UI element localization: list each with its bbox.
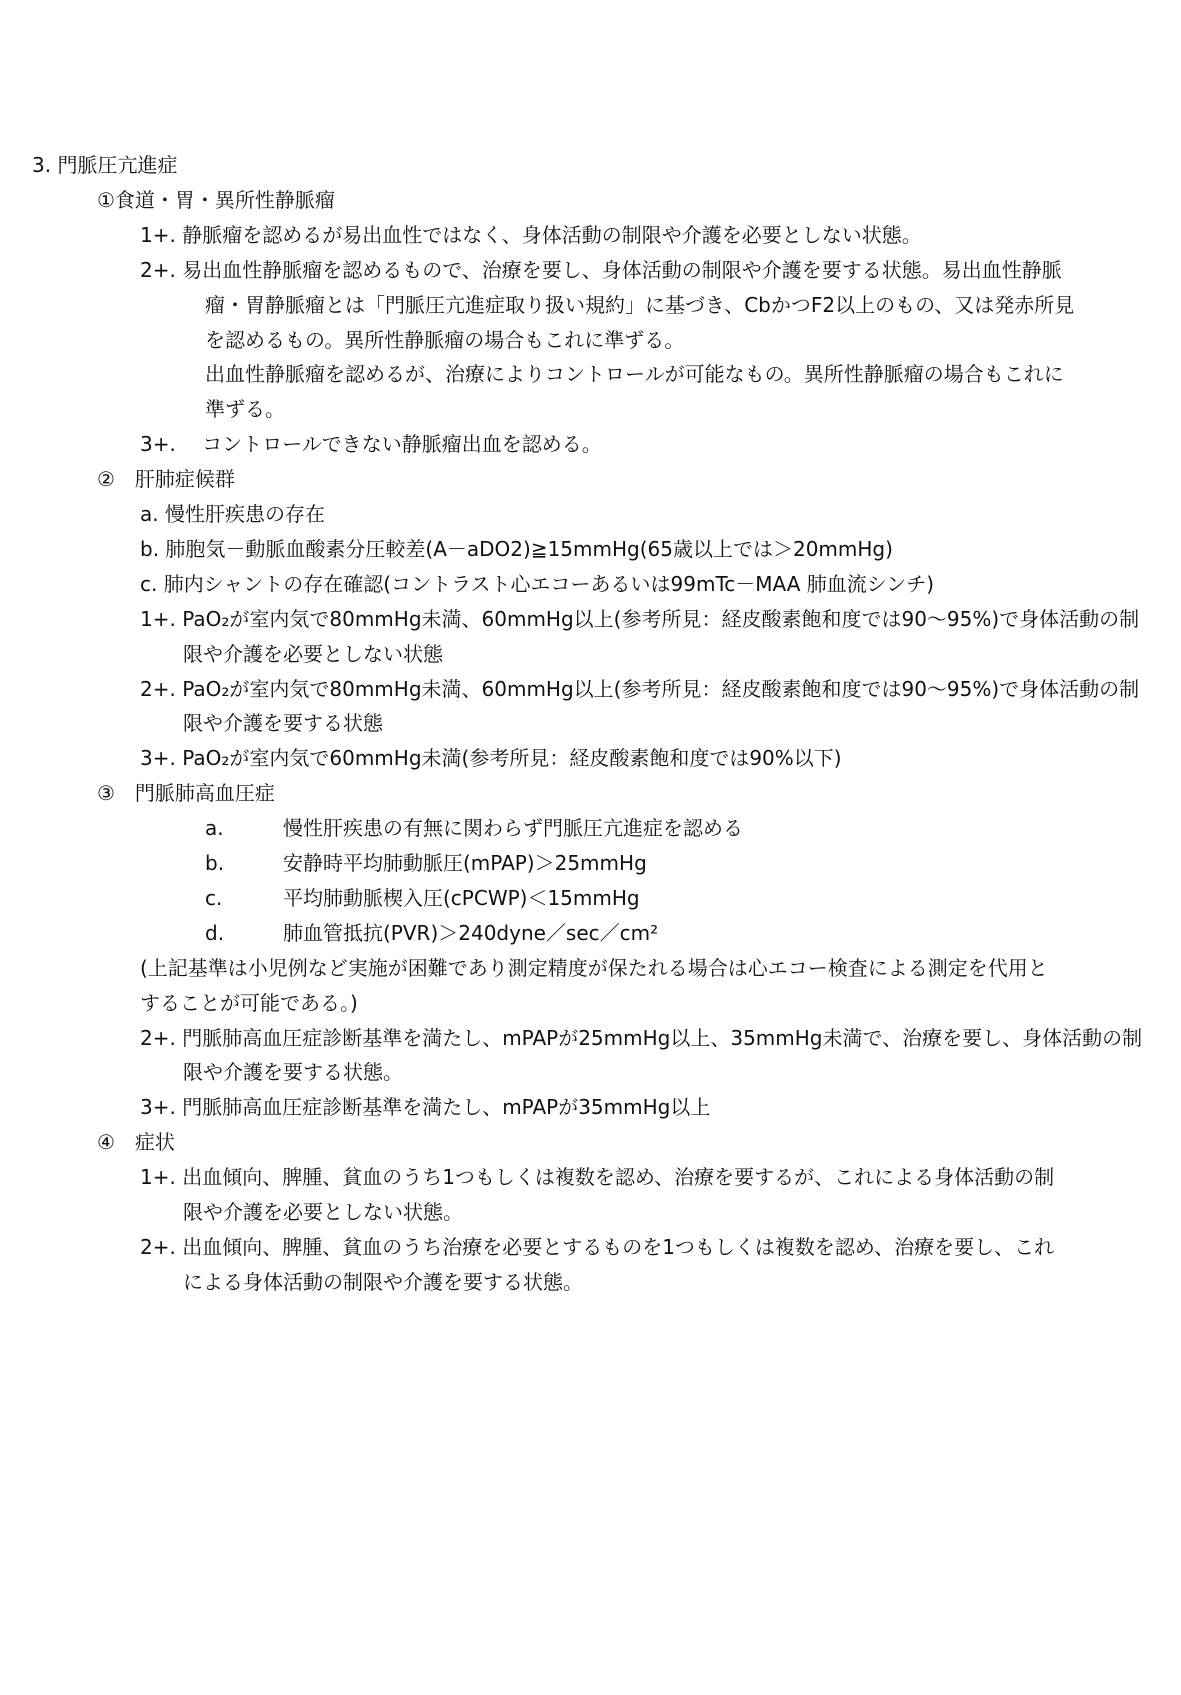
grade-continuation: 限や介護を要する状態。 <box>183 1060 403 1085</box>
criterion-line: a. 慢性肝疾患の存在 <box>140 502 325 526</box>
grade-line: 2+. 出血傾向、脾腫、貧血のうち治療を必要とするものを1つもしくは複数を認め、治療を要し、これ <box>140 1234 1055 1259</box>
grade-line: 2+. 門脈肺高血圧症診断基準を満たし、mPAPが25mmHg以上、35mmHg未満で、治療を要し、身体活動の制 <box>140 1025 1143 1050</box>
subsection-heading: ①食道・胃・異所性静脈瘤 <box>97 187 335 212</box>
criterion-line: c. 肺内シャントの存在確認(コントラスト心エコーあるいは99mTc－MAA 肺血流シンチ) <box>140 571 935 596</box>
criterion-text: 安静時平均肺動脈圧(mPAP)＞25mmHg <box>283 851 647 875</box>
criterion-text: 平均肺動脈楔入圧(cPCWP)＜15mmHg <box>283 885 640 910</box>
grade-line: 2+. PaO₂が室内気で80mmHg未満、60mmHg以上(参考所見：経皮酸素飽和度では90～95%)で身体活動の制 <box>140 676 1140 701</box>
criterion-line: b. 肺胞気－動脈血酸素分圧較差(A－aDO2)≧15mmHg(65歳以上では＞20mmHg) <box>140 536 893 561</box>
grade-continuation: 出血性静脈瘤を認めるが、治療によりコントロールが可能なもの。異所性静脈瘤の場合もこれに <box>205 362 1064 387</box>
criterion-label: a. <box>205 816 224 841</box>
grade-continuation: 瘤・胃静脈瘤とは「門脈圧亢進症取り扱い規約」に基づき、CbかつF2以上のもの、又は発赤所見 <box>205 292 1075 317</box>
grade-line: 1+. 出血傾向、脾腫、貧血のうち1つもしくは複数を認め、治療を要するが、これによる身体活動の制 <box>140 1165 1055 1190</box>
grade-line: 2+. 易出血性静脈瘤を認めるもので、治療を要し、身体活動の制限や介護を要する状態。易出血性静脈 <box>140 257 1062 282</box>
grade-continuation: 限や介護を要する状態 <box>183 711 383 736</box>
grade-line: 1+. PaO₂が室内気で80mmHg未満、60mmHg以上(参考所見：経皮酸素飽和度では90～95%)で身体活動の制 <box>140 606 1140 631</box>
criterion-text: 肺血管抵抗(PVR)＞240dyne／sec／cm² <box>283 920 659 945</box>
subsection-heading: ④ 症状 <box>97 1130 175 1155</box>
grade-continuation: 限や介護を必要としない状態 <box>183 641 443 666</box>
grade-continuation: による身体活動の制限や介護を要する状態。 <box>183 1269 583 1294</box>
note-line: (上記基準は小児例など実施が困難であり測定精度が保たれる場合は心エコー検査による測定を代用と <box>140 955 1048 980</box>
grade-line: 3+. PaO₂が室内気で60mmHg未満(参考所見：経皮酸素飽和度では90%以下) <box>140 746 842 771</box>
grade-line: 3+. コントロールできない静脈瘤出血を認める。 <box>140 432 602 457</box>
grade-continuation: 限や介護を必要としない状態。 <box>183 1200 463 1224</box>
criterion-label: b. <box>205 851 225 875</box>
criterion-label: d. <box>205 920 225 945</box>
grade-continuation: 準ずる。 <box>205 397 285 422</box>
section-title: 3. 門脈圧亢進症 <box>32 153 178 177</box>
grade-line: 1+. 静脈瘤を認めるが易出血性ではなく、身体活動の制限や介護を必要としない状態。 <box>140 222 922 247</box>
note-line: することが可能である。) <box>140 990 358 1015</box>
criterion-label: c. <box>205 885 223 910</box>
subsection-heading: ③ 門脈肺高血圧症 <box>97 781 275 806</box>
criterion-text: 慢性肝疾患の有無に関わらず門脈圧亢進症を認める <box>283 816 743 841</box>
subsection-heading: ② 肝肺症候群 <box>97 467 235 492</box>
grade-line: 3+. 門脈肺高血圧症診断基準を満たし、mPAPが35mmHg以上 <box>140 1095 711 1120</box>
grade-continuation: を認めるもの。異所性静脈瘤の場合もこれに準ずる。 <box>205 327 685 352</box>
